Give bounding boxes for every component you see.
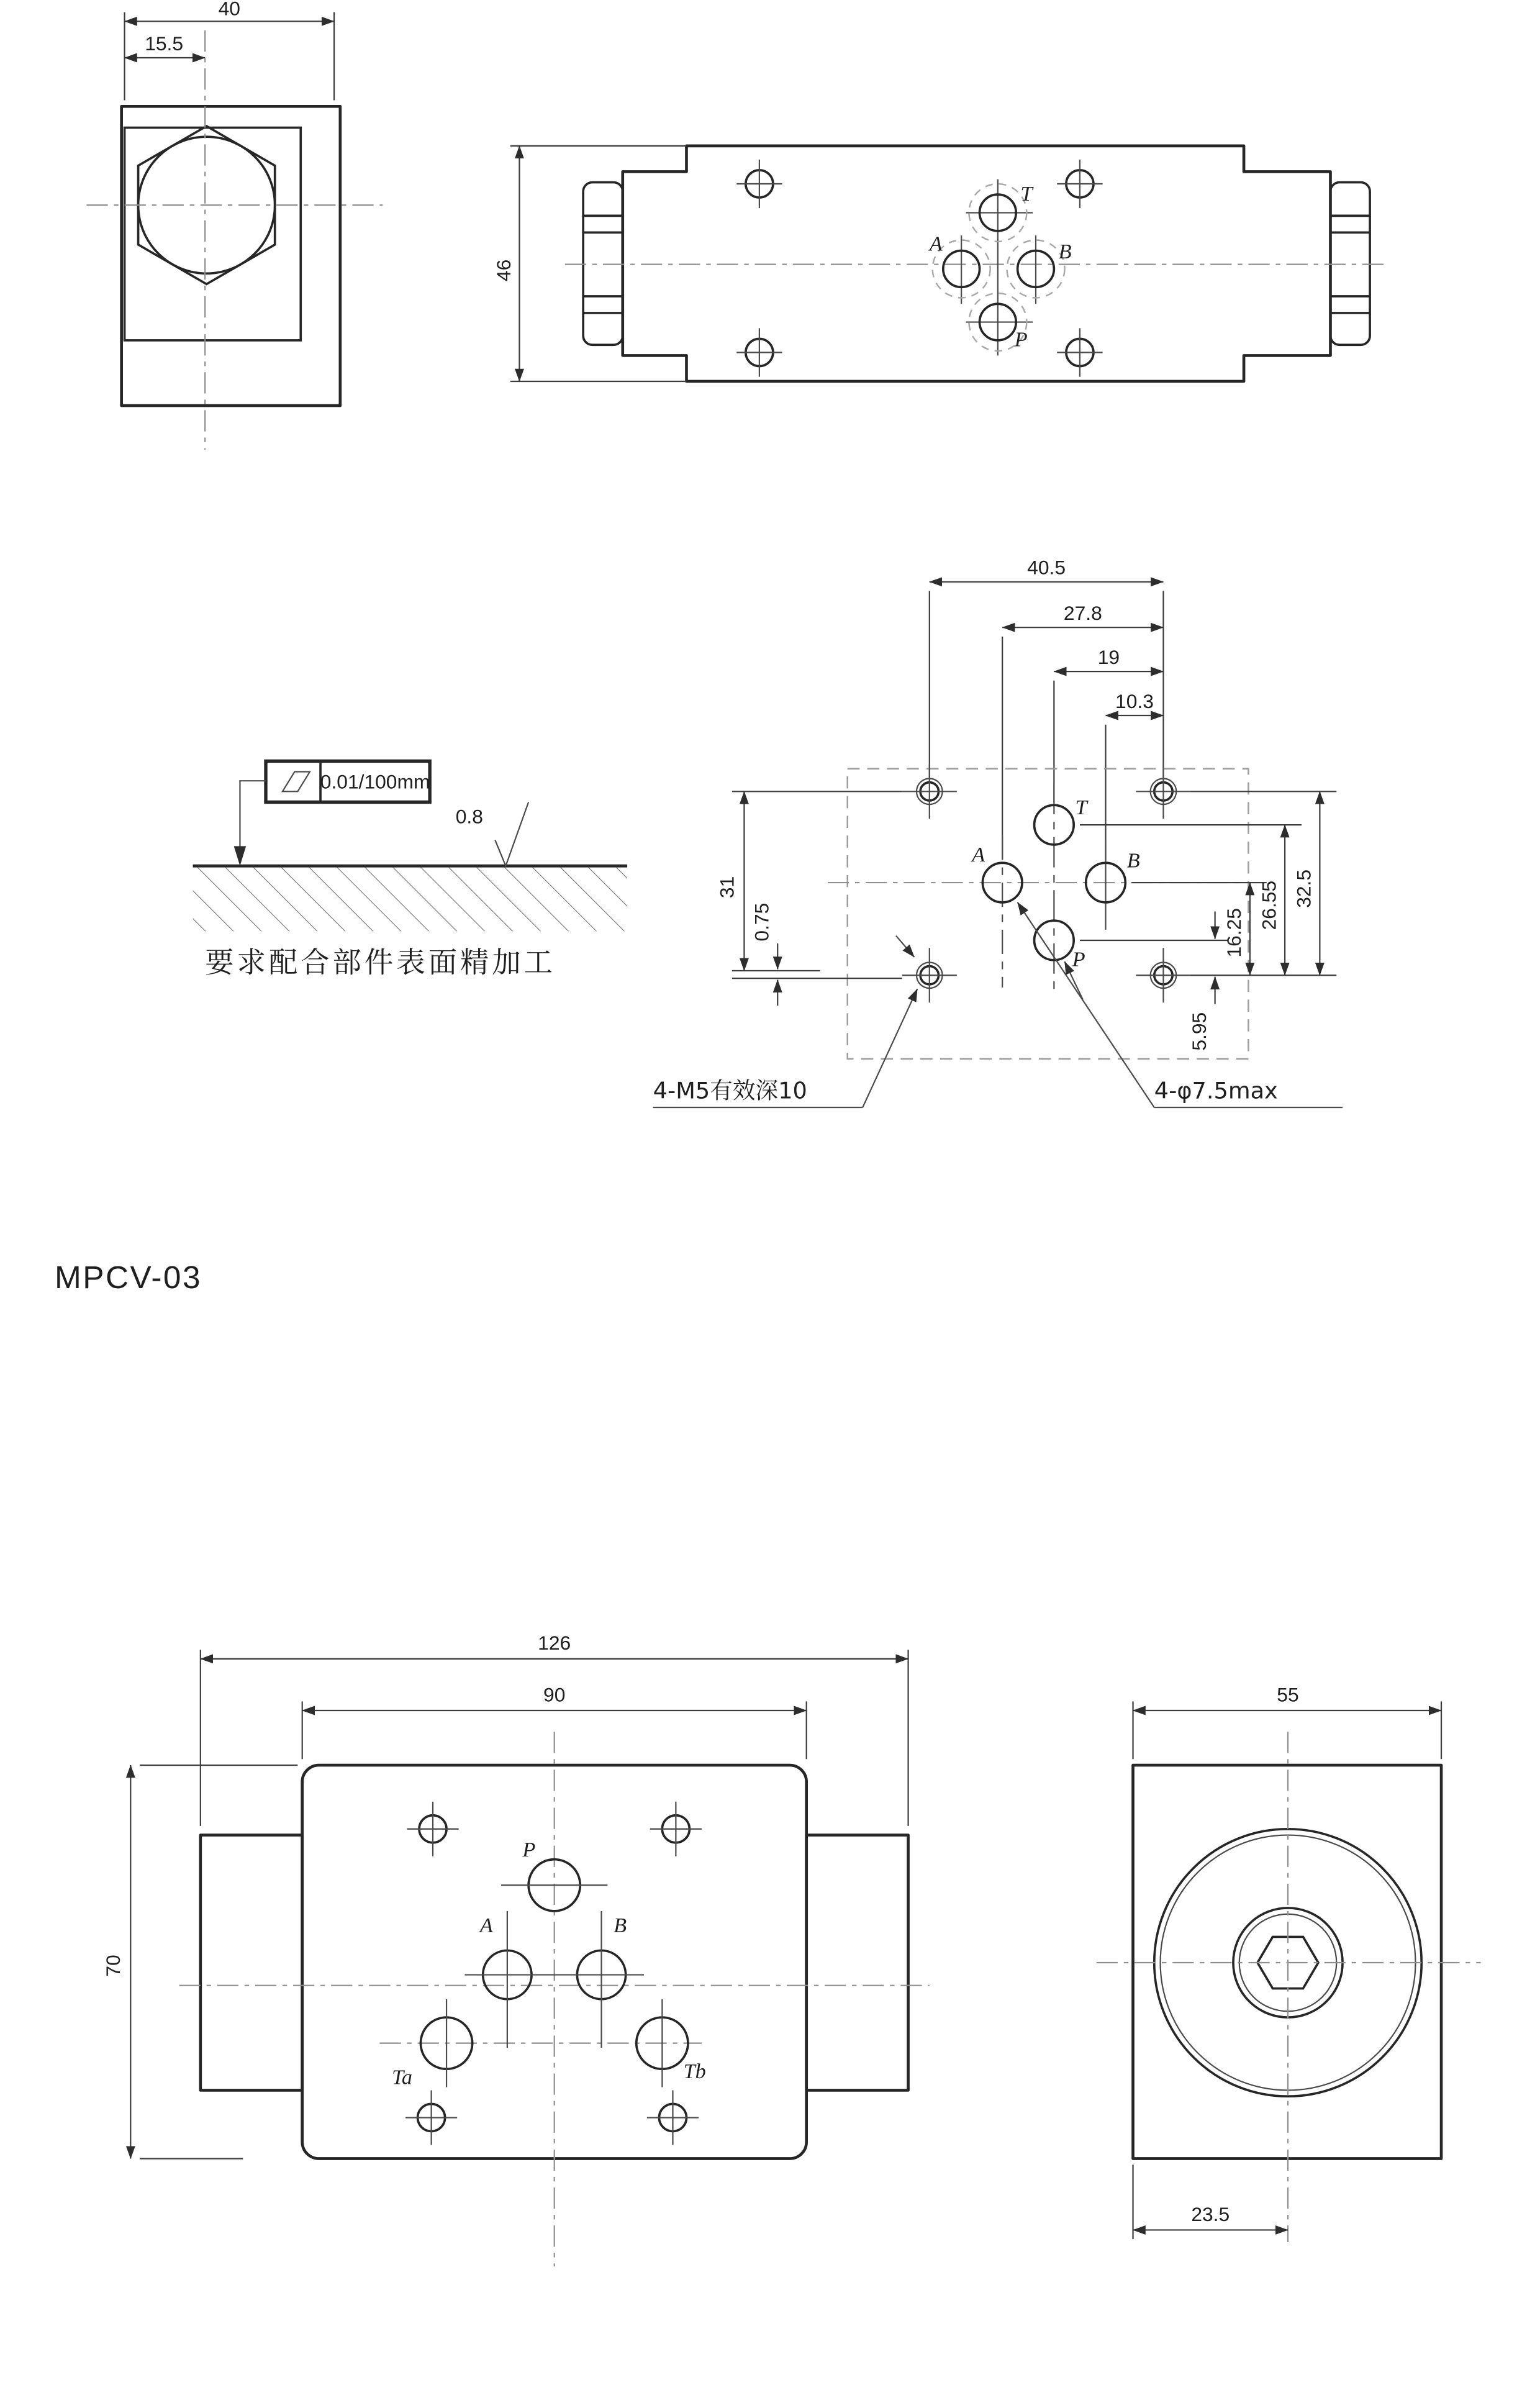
surface-finish-detail — [193, 761, 627, 979]
plug-body-outline — [122, 106, 340, 406]
port-layout-view — [653, 556, 1343, 1107]
flatness-value: 0.01/100mm — [320, 770, 430, 793]
dim-width-40: 40 — [218, 0, 240, 20]
dim-5-95: 5.95 — [1187, 1012, 1210, 1051]
dim-26-55: 26.55 — [1257, 880, 1280, 930]
dim-55: 55 — [1277, 1683, 1299, 1706]
front-view — [102, 1632, 930, 2266]
plug-end-view — [86, 0, 383, 450]
dim-27-8: 27.8 — [1063, 601, 1102, 624]
note-phi: 4-φ7.5max — [1154, 1077, 1278, 1104]
dim-31: 31 — [715, 876, 738, 899]
side-body-outline — [1133, 1765, 1441, 2158]
surface-note: 要求配合部件表面精加工 — [205, 945, 556, 979]
dim-90: 90 — [543, 1683, 566, 1706]
dim-70: 70 — [102, 1955, 125, 1977]
right-ear — [807, 1835, 908, 2091]
port-label-ta: Ta — [392, 2065, 413, 2089]
m5-holes — [902, 764, 1191, 1002]
plan-view — [492, 146, 1385, 381]
port-label-a: A — [929, 232, 943, 256]
hatched-surface — [193, 868, 627, 932]
flatness-symbol-icon — [283, 772, 310, 792]
port-label-p: P — [1014, 327, 1028, 352]
dim-23-5: 23.5 — [1191, 2202, 1230, 2225]
horizontal-dims — [930, 556, 1164, 860]
port-label-a: A — [479, 1914, 493, 1938]
hex-nut-right — [1330, 183, 1370, 345]
port-label-t: T — [1020, 181, 1033, 206]
left-vertical-dims — [715, 791, 902, 1006]
dim-40-5: 40.5 — [1027, 556, 1066, 579]
port-label-p: P — [522, 1837, 536, 1861]
roughness-value: 0.8 — [455, 805, 483, 828]
dim-0-75: 0.75 — [750, 902, 773, 942]
port-label-tb: Tb — [683, 2059, 706, 2083]
ports-plan — [928, 179, 1072, 356]
front-bottom-holes — [405, 2090, 699, 2145]
side-view — [1097, 1683, 1481, 2242]
dim-32-5: 32.5 — [1292, 869, 1315, 908]
dim-19: 19 — [1097, 645, 1120, 668]
mounting-holes — [736, 160, 1102, 377]
port-label-a: A — [972, 842, 985, 866]
port-label-b: B — [614, 1914, 627, 1938]
dim-10-3: 10.3 — [1115, 689, 1154, 712]
dim-offset-15-5: 15.5 — [145, 32, 184, 55]
valve-body-outline — [623, 146, 1331, 381]
model-title: MPCV-03 — [55, 1260, 202, 1296]
leader-arrow-icon — [234, 846, 247, 866]
hex-nut-left — [583, 183, 623, 345]
port-label-p: P — [1072, 947, 1085, 971]
note-m5: 4-M5有效深10 — [653, 1077, 807, 1104]
dim-height-46: 46 — [492, 259, 515, 282]
port-label-b: B — [1058, 239, 1072, 263]
right-vertical-dims — [1080, 791, 1336, 1050]
dim-126: 126 — [538, 1632, 571, 1655]
left-ear — [201, 1835, 302, 2091]
roughness-symbol-icon — [495, 802, 528, 866]
dim-16-25: 16.25 — [1223, 908, 1246, 958]
port-label-b: B — [1126, 848, 1140, 873]
port-label-t: T — [1075, 796, 1087, 820]
